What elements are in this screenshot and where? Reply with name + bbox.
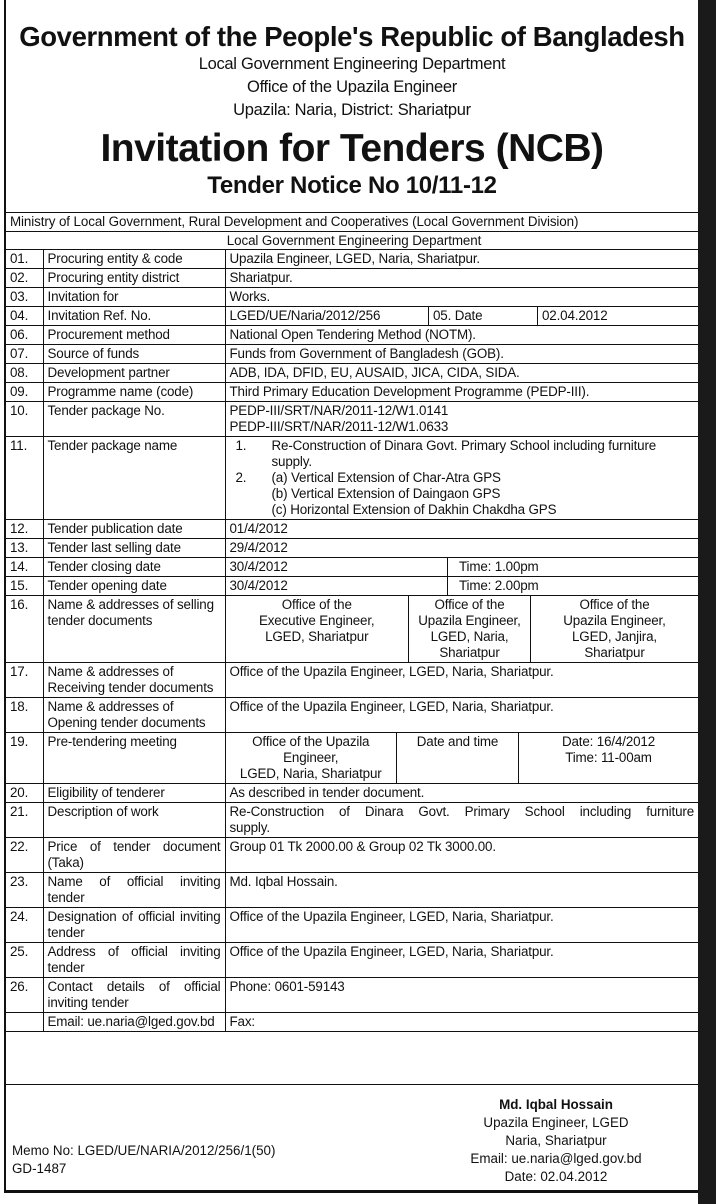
row-number: 09. <box>6 383 43 402</box>
row-value: Upazila Engineer, LGED, Naria, Shariatpur. <box>225 250 698 269</box>
row-label-line: Name & addresses of selling <box>47 597 214 612</box>
package-item-2 <box>230 470 695 518</box>
row-label: Invitation Ref. No. <box>43 307 225 326</box>
row-number: 03. <box>6 288 43 307</box>
row-label: Tender package No. <box>43 402 225 437</box>
table-row <box>6 873 698 908</box>
table-row <box>6 577 698 596</box>
government-heading: Government of the People's Republic of Bangladesh <box>19 21 685 52</box>
table-row <box>6 1013 698 1032</box>
office-line: Upazila Engineer, <box>563 613 666 628</box>
row-label-line: Designation of official inviting <box>47 909 221 924</box>
row-value: ADB, IDA, DFID, EU, AUSAID, JICA, CIDA, SIDA. <box>225 364 698 383</box>
signatory-title: Upazila Engineer, LGED <box>483 1115 629 1130</box>
meeting-date-time <box>519 733 699 783</box>
package-no-2: PEDP-III/SRT/NAR/2011-12/W1.0633 <box>229 419 449 434</box>
meeting-date: Date: 16/4/2012 <box>561 734 656 749</box>
meeting-place-line: Engineer, <box>283 750 339 765</box>
row-number: 18. <box>6 698 43 733</box>
row-value: Works. <box>225 288 698 307</box>
row-number: 14. <box>6 558 43 577</box>
row-number: 08. <box>6 364 43 383</box>
row-value-line: Re-Construction of Dinara Govt. Primary School including furniture <box>229 804 694 819</box>
row-label <box>43 943 225 978</box>
row-label <box>43 978 225 1013</box>
location-line: Upazila: Naria, District: Shariatpur <box>233 101 471 119</box>
row-value: As described in tender document. <box>225 784 698 803</box>
signatory-email: Email: ue.naria@lged.gov.bd <box>470 1151 642 1166</box>
row-number: 24. <box>6 908 43 943</box>
row-label: Tender publication date <box>43 520 225 539</box>
row-value: Office of the Upazila Engineer, LGED, Naria, Shariatpur. <box>225 663 698 698</box>
table-row <box>6 520 698 539</box>
package-item-line: Re-Construction of Dinara Govt. Primary School including furniture <box>271 438 657 453</box>
table-row <box>6 250 698 269</box>
table-row <box>6 345 698 364</box>
row-label-line: Contact details of official <box>47 979 221 994</box>
table-row <box>6 402 698 437</box>
meeting-place-line: Office of the Upazila <box>252 734 370 749</box>
row-label-line: tender <box>47 925 85 940</box>
tender-notice-number: Tender Notice No 10/11-12 <box>207 172 497 199</box>
row-label: Tender package name <box>43 437 225 520</box>
row-number: 26. <box>6 978 43 1013</box>
selling-office-2 <box>409 596 531 662</box>
package-item-line: (a) Vertical Extension of Char-Atra GPS <box>271 470 501 485</box>
row-label-line: Name & addresses of <box>47 664 174 679</box>
row-value <box>225 803 698 838</box>
row-number: 19. <box>6 733 43 784</box>
row-value: Office of the Upazila Engineer, LGED, Naria, Shariatpur. <box>225 908 698 943</box>
selling-office-1 <box>226 596 409 662</box>
office-line: Office of the <box>434 597 505 612</box>
row-number: 22. <box>6 838 43 873</box>
meeting-place-line: LGED, Naria, Shariatpur <box>239 766 382 781</box>
package-item-text <box>272 470 557 518</box>
table-row <box>6 539 698 558</box>
table-row <box>6 383 698 402</box>
package-item-number: 1. <box>235 438 247 453</box>
row-label-line: inviting tender <box>47 995 129 1010</box>
office-line: LGED, Janjira, <box>572 629 657 644</box>
table-row <box>6 288 698 307</box>
row-label-line: tender <box>47 890 85 905</box>
office-line: Shariatpur <box>584 645 645 660</box>
table-row <box>6 596 698 663</box>
row-label-line: tender <box>47 960 85 975</box>
package-item-1 <box>230 438 695 470</box>
row-label: Tender last selling date <box>43 539 225 558</box>
row-number: 10. <box>6 402 43 437</box>
date-label: 05. Date <box>429 307 538 325</box>
row-value-split <box>225 596 698 663</box>
row-number: 20. <box>6 784 43 803</box>
row-label: Source of funds <box>43 345 225 364</box>
row-label <box>43 908 225 943</box>
ministry-line: Ministry of Local Government, Rural Development and Cooperatives (Local Government Division) <box>10 214 579 229</box>
row-label <box>43 698 225 733</box>
table-row <box>6 803 698 838</box>
meeting-date-time-label: Date and time <box>397 733 519 783</box>
date-time-grid <box>226 577 699 595</box>
closing-date-value: 30/4/2012 <box>229 559 288 574</box>
row-number: 23. <box>6 873 43 908</box>
gd-number: GD-1487 <box>12 1161 67 1176</box>
row-value <box>225 402 698 437</box>
row-value: Fax: <box>225 1013 698 1032</box>
row-label-line: Price of tender document <box>47 839 221 854</box>
table-row <box>6 908 698 943</box>
row-label-line: Name & addresses of <box>47 699 174 714</box>
row-value-split <box>225 733 698 784</box>
row-number: 02. <box>6 269 43 288</box>
table-row <box>6 784 698 803</box>
office-line: Executive Engineer, <box>258 613 375 628</box>
office-line: Shariatpur <box>439 645 500 660</box>
row-value-split <box>225 558 698 577</box>
row-label <box>43 873 225 908</box>
row-value-split <box>225 577 698 596</box>
ref-date-grid <box>226 307 699 325</box>
row-label <box>43 838 225 873</box>
table-row <box>6 269 698 288</box>
closing-time-value: Time: 1.00pm <box>448 558 699 576</box>
row-number: 04. <box>6 307 43 326</box>
package-item-text <box>272 438 657 470</box>
office-line: LGED, Shariatpur <box>265 629 369 644</box>
row-label: Procuring entity & code <box>43 250 225 269</box>
row-value: 29/4/2012 <box>225 539 698 558</box>
signatory-date: Date: 02.04.2012 <box>504 1169 608 1184</box>
row-label: Pre-tendering meeting <box>43 733 225 784</box>
invitation-ref-value: LGED/UE/Naria/2012/256 <box>229 308 381 323</box>
row-value: National Open Tendering Method (NOTM). <box>225 326 698 345</box>
selling-office-3 <box>531 596 699 662</box>
row-label: Tender opening date <box>43 577 225 596</box>
row-value-split <box>225 307 698 326</box>
row-number <box>6 1013 43 1032</box>
signatory-name: Md. Iqbal Hossain <box>499 1097 613 1112</box>
row-label: Email: ue.naria@lged.gov.bd <box>43 1013 225 1032</box>
row-label-line: Name of official inviting <box>47 874 221 889</box>
row-label-line: tender documents <box>47 613 153 628</box>
row-value-line: supply. <box>229 820 270 835</box>
row-label <box>43 596 225 663</box>
row-value: Office of the Upazila Engineer, LGED, Naria, Shariatpur. <box>225 698 698 733</box>
table-row <box>6 326 698 345</box>
row-value: Funds from Government of Bangladesh (GOB). <box>225 345 698 364</box>
row-label: Procuring entity district <box>43 269 225 288</box>
row-label-line: Opening tender documents <box>47 715 206 730</box>
meeting-grid <box>226 733 699 783</box>
row-number: 06. <box>6 326 43 345</box>
table-row <box>6 698 698 733</box>
row-number: 16. <box>6 596 43 663</box>
tender-notice-page <box>4 0 698 1193</box>
row-label: Invitation for <box>43 288 225 307</box>
meeting-time: Time: 11-00am <box>565 750 652 765</box>
row-number: 21. <box>6 803 43 838</box>
table-row <box>6 364 698 383</box>
tender-details-table <box>6 249 698 1032</box>
opening-time-value: Time: 2.00pm <box>448 577 699 595</box>
table-row <box>6 663 698 698</box>
row-label: Tender closing date <box>43 558 225 577</box>
row-value: Office of the Upazila Engineer, LGED, Naria, Shariatpur. <box>225 943 698 978</box>
row-value: Phone: 0601-59143 <box>225 978 698 1013</box>
office-line: Office of the <box>579 597 650 612</box>
date-value: 02.04.2012 <box>538 307 699 325</box>
table-row <box>6 838 698 873</box>
date-time-grid <box>226 558 699 576</box>
row-value: Shariatpur. <box>225 269 698 288</box>
office-line: LGED, Naria, <box>430 629 509 644</box>
table-row <box>6 733 698 784</box>
row-number: 25. <box>6 943 43 978</box>
signatory-place: Naria, Shariatpur <box>505 1133 607 1148</box>
page-edge-bar <box>698 0 716 1204</box>
row-value: 01/4/2012 <box>225 520 698 539</box>
lged-line: Local Government Engineering Department <box>6 231 698 250</box>
selling-offices-grid <box>226 596 699 662</box>
signature-block <box>446 1096 666 1186</box>
row-label: Procurement method <box>43 326 225 345</box>
row-number: 17. <box>6 663 43 698</box>
row-number: 13. <box>6 539 43 558</box>
row-number: 07. <box>6 345 43 364</box>
row-label-line: Address of official inviting <box>47 944 221 959</box>
invitation-title: Invitation for Tenders (NCB) <box>100 127 604 170</box>
memo-number: Memo No: LGED/UE/NARIA/2012/256/1(50) <box>12 1143 276 1158</box>
row-number: 15. <box>6 577 43 596</box>
row-value: Third Primary Education Development Programme (PEDP-III). <box>225 383 698 402</box>
row-label-line: Receiving tender documents <box>47 680 214 695</box>
package-item-number: 2. <box>235 470 247 485</box>
package-item-line: supply. <box>271 454 312 469</box>
package-item-line: (b) Vertical Extension of Daingaon GPS <box>271 486 501 501</box>
office-line: Office of the <box>281 597 352 612</box>
row-label: Programme name (code) <box>43 383 225 402</box>
department-line: Local Government Engineering Department <box>198 55 506 73</box>
row-number: 12. <box>6 520 43 539</box>
table-row <box>6 307 698 326</box>
row-label: Development partner <box>43 364 225 383</box>
office-line: Upazila Engineer, <box>418 613 521 628</box>
row-label: Eligibility of tenderer <box>43 784 225 803</box>
opening-date-value: 30/4/2012 <box>229 578 288 593</box>
table-row <box>6 943 698 978</box>
row-label <box>43 663 225 698</box>
table-row <box>6 978 698 1013</box>
row-value <box>225 437 698 520</box>
table-row <box>6 437 698 520</box>
meeting-place <box>226 733 397 783</box>
row-label-line: (Taka) <box>47 855 84 870</box>
row-value: Md. Iqbal Hossain. <box>225 873 698 908</box>
package-no-1: PEDP-III/SRT/NAR/2011-12/W1.0141 <box>229 403 449 418</box>
row-value: Group 01 Tk 2000.00 & Group 02 Tk 3000.00. <box>225 838 698 873</box>
package-item-line: (c) Horizontal Extension of Dakhin Chakdha GPS <box>271 502 557 517</box>
table-row <box>6 558 698 577</box>
row-label: Description of work <box>43 803 225 838</box>
row-number: 11. <box>6 437 43 520</box>
ministry-block <box>6 212 698 250</box>
notice-header <box>6 0 698 200</box>
memo-block <box>12 1142 275 1178</box>
office-line: Office of the Upazila Engineer <box>247 78 457 96</box>
notice-footer <box>6 1084 698 1185</box>
row-number: 01. <box>6 250 43 269</box>
